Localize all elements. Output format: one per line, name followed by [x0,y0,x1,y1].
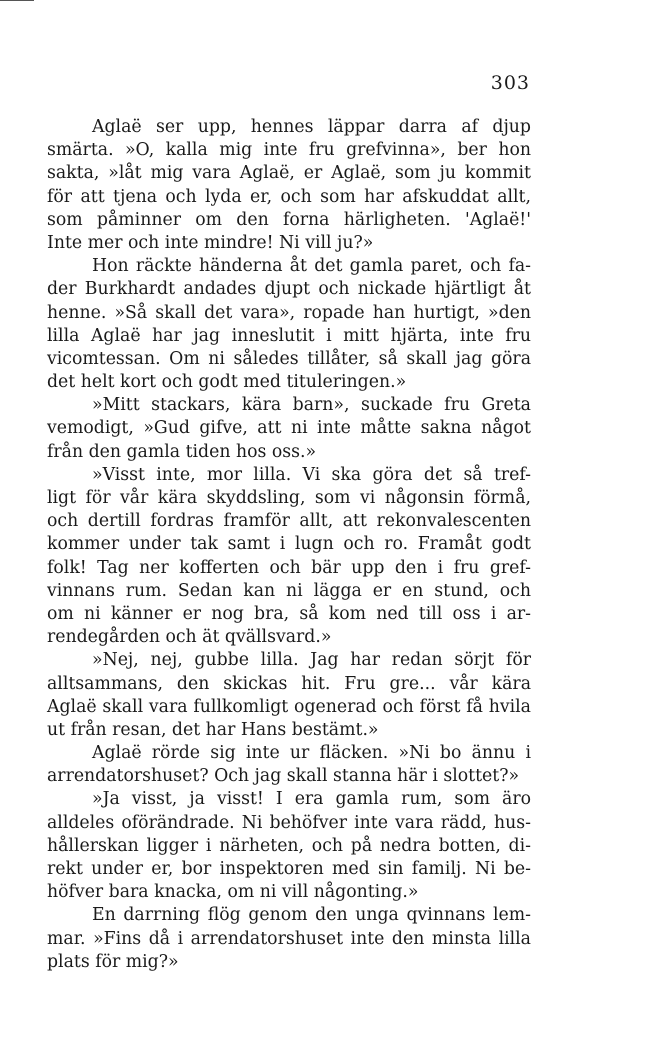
text-line: det helt kort och godt med tituleringen.» [47,372,407,393]
text-line: »Visst inte, mor lilla. Vi ska göra det så tref- [92,464,531,485]
text-line: henne. »Så skall det vara», ropade han hurtigt, »den [47,302,531,323]
text-line: hållerskan ligger i närheten, och på nedra botten, di- [47,835,531,856]
text-line: arrendatorshuset? Och jag skall stanna här i slottet?» [47,766,520,787]
text-line: höfver bara knacka, om ni vill någonting.» [47,882,419,903]
text-line: vicomtessan. Om ni således tillåter, så skall jag göra [47,348,531,369]
scan-edge-rule [0,0,34,1]
text-line: »Nej, nej, gubbe lilla. Jag har redan sörjt för [92,650,531,671]
body-text [47,116,531,974]
text-line: smärta. »O, kalla mig inte fru grefvinna», ber hon [47,140,531,161]
text-line: för att tjena och lyda er, och som har afskuddat allt, [47,186,531,207]
text-line: och dertill fordras framför allt, att rekonvalescenten [47,511,531,532]
text-line: Aglaë skall vara fullkomligt ogenerad och först få hvila [47,696,531,717]
text-line: vemodigt, »Gud gifve, att ni inte måtte sakna något [47,418,531,439]
text-line: folk! Tag ner kofferten och bär upp den i fru gref- [47,557,531,578]
text-line: plats för mig?» [47,951,179,972]
text-line: alldeles oförändrade. Ni behöfver inte vara rädd, hus- [47,812,531,833]
text-line: Aglaë rörde sig inte ur fläcken. »Ni bo ännu i [92,743,531,764]
text-line: Hon räckte händerna åt det gamla paret, och fa- [92,256,531,277]
page-number: 303 [490,72,530,94]
text-line: vinnans rum. Sedan kan ni lägga er en stund, och [47,580,531,601]
text-line: om ni känner er nog bra, så kom ned till oss i ar- [47,603,531,624]
text-line: från den gamla tiden hos oss.» [47,441,317,462]
text-line: der Burkhardt andades djupt och nickade hjärtligt åt [47,279,531,300]
text-line: rendegården och ät qvällsvard.» [47,627,332,648]
text-line: som påminner om den forna härligheten. 'Aglaë!' [47,209,531,230]
text-line: sakta, »låt mig vara Aglaë, er Aglaë, som ju kommit [47,163,531,184]
text-line: En darrning flög genom den unga qvinnans lem- [92,905,531,926]
text-line: mar. »Fins då i arrendatorshuset inte den minsta lilla [47,928,531,949]
text-line: ligt för vår kära skyddsling, som vi någonsin förmå, [47,488,531,508]
text-line: lilla Aglaë har jag inneslutit i mitt hjärta, inte fru [47,325,531,346]
text-line: ut från resan, det har Hans bestämt.» [47,719,379,740]
text-line: rekt under er, bor inspektoren med sin familj. Ni be- [47,859,531,879]
text-line: »Ja visst, ja visst! I era gamla rum, som äro [92,789,531,810]
text-line: kommer under tak samt i lugn och ro. Framåt godt [47,534,531,555]
text-line: »Mitt stackars, kära barn», suckade fru Greta [92,395,531,416]
text-line: Inte mer och inte mindre! Ni vill ju?» [47,232,374,253]
text-line: Aglaë ser upp, hennes läppar darra af djup [92,117,531,137]
text-line: alltsammans, den skickas hit. Fru gre... vår kära [47,673,531,694]
